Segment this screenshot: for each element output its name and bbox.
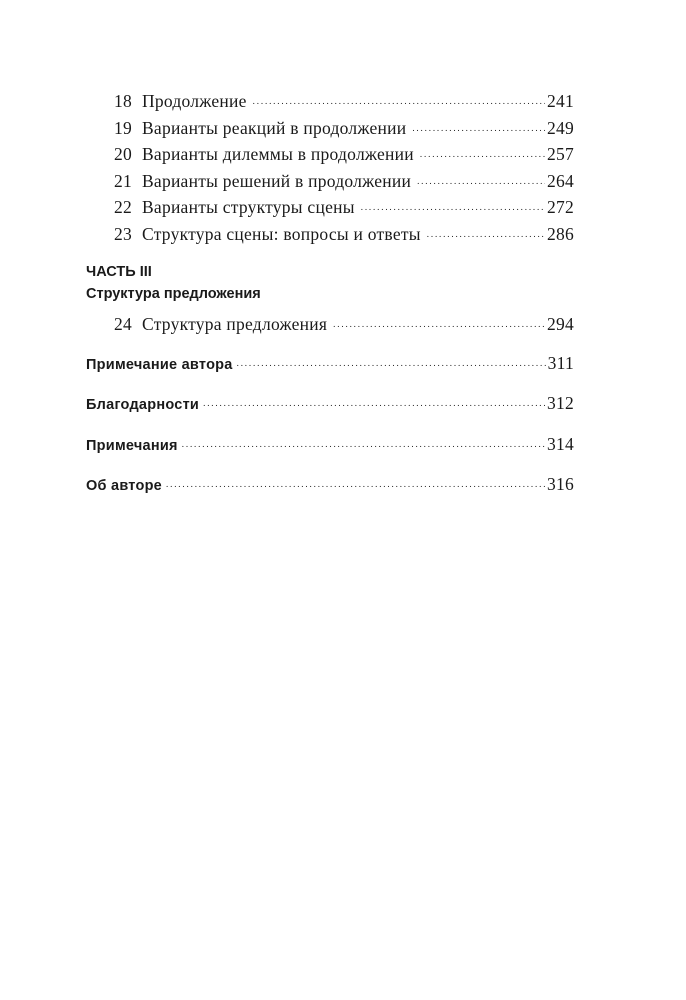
toc-entry-chapter-21[interactable] bbox=[86, 168, 574, 195]
page-number: 286 bbox=[547, 223, 574, 244]
part-label: ЧАСТЬ III bbox=[86, 264, 152, 280]
toc-entry-acknowledgements[interactable] bbox=[86, 390, 574, 419]
chapter-number: 22 bbox=[114, 197, 132, 217]
chapter-number: 19 bbox=[114, 117, 132, 138]
section-title: Благодарности bbox=[86, 397, 200, 413]
chapter-number: 24 bbox=[114, 314, 132, 334]
toc-entry-about-author[interactable] bbox=[86, 471, 574, 500]
toc-entry-notes[interactable] bbox=[86, 431, 574, 460]
dot-leader bbox=[237, 359, 546, 368]
toc-entry-chapter-23[interactable] bbox=[86, 221, 574, 248]
chapter-title: Варианты дилеммы в продолжении bbox=[142, 144, 414, 164]
chapter-title: Продолжение bbox=[142, 91, 247, 111]
page-number: 312 bbox=[547, 393, 574, 413]
page-number: 249 bbox=[547, 117, 574, 138]
page-number: 241 bbox=[547, 91, 574, 111]
dot-leader bbox=[253, 97, 545, 106]
dot-leader bbox=[412, 124, 545, 133]
chapter-title: Варианты реакций в продолжении bbox=[142, 117, 407, 138]
page-number: 294 bbox=[547, 314, 574, 334]
chapter-title: Варианты структуры сцены bbox=[142, 197, 355, 217]
page-number: 316 bbox=[547, 474, 574, 494]
chapter-number: 20 bbox=[114, 144, 132, 164]
dot-leader bbox=[417, 177, 545, 186]
part-title: Структура предложения bbox=[86, 286, 261, 302]
toc-entry-chapter-19[interactable] bbox=[86, 115, 574, 142]
dot-leader bbox=[333, 320, 545, 329]
part-heading-block bbox=[86, 261, 574, 305]
dot-leader bbox=[166, 480, 545, 489]
page-number: 314 bbox=[547, 433, 574, 454]
toc-entry-author-note[interactable] bbox=[86, 350, 574, 379]
page-number: 272 bbox=[547, 197, 574, 217]
chapter-number: 23 bbox=[114, 223, 132, 244]
dot-leader bbox=[203, 399, 545, 408]
dot-leader bbox=[361, 203, 545, 212]
section-title: Об авторе bbox=[86, 478, 162, 494]
page-number: 264 bbox=[547, 170, 574, 191]
chapter-title: Варианты решений в продолжении bbox=[142, 170, 412, 191]
toc-entry-chapter-18[interactable] bbox=[86, 88, 574, 115]
page-number: 257 bbox=[547, 144, 574, 164]
toc-entry-chapter-20[interactable] bbox=[86, 141, 574, 168]
toc-entry-chapter-22[interactable] bbox=[86, 194, 574, 221]
chapter-title: Структура предложения bbox=[142, 314, 328, 334]
toc-entry-chapter-24[interactable] bbox=[86, 311, 574, 338]
chapter-number: 21 bbox=[114, 170, 132, 191]
section-title: Примечание автора bbox=[86, 356, 233, 373]
page-number: 311 bbox=[547, 352, 574, 373]
table-of-contents bbox=[86, 88, 574, 500]
dot-leader bbox=[182, 440, 545, 449]
chapter-title: Структура сцены: вопросы и ответы bbox=[142, 223, 421, 244]
dot-leader bbox=[427, 230, 545, 239]
dot-leader bbox=[420, 150, 545, 159]
section-title: Примечания bbox=[86, 437, 178, 454]
chapter-number: 18 bbox=[114, 91, 132, 111]
